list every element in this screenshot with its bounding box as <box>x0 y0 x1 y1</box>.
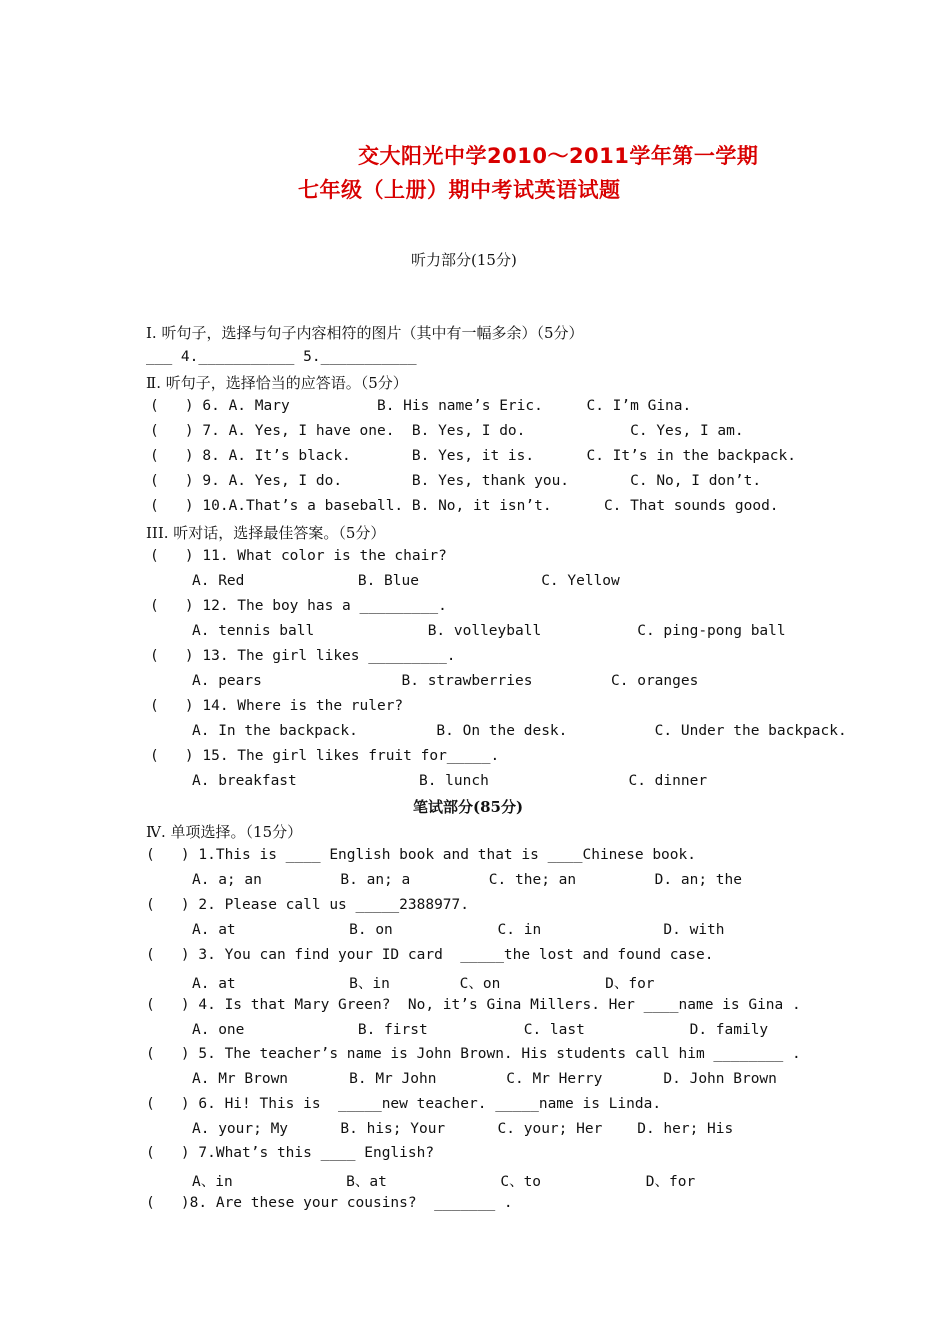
part4-options: A. Mr Brown B. Mr John C. Mr Herry D. John Brown <box>192 1071 777 1087</box>
part2-line: ( ) 8. A. It’s black. B. Yes, it is. C. It’s in the backpack. <box>150 448 797 464</box>
part4-question: ( ) 3. You can find your ID card _____the lost and found case. <box>146 947 714 963</box>
exam-title-line2: 七年级（上册）期中考试英语试题 <box>298 178 621 202</box>
part1-heading: Ⅰ. 听句子，选择与句子内容相符的图片（其中有一幅多余）（5分） <box>146 324 584 342</box>
listening-section-header: 听力部分(15分) <box>411 251 517 269</box>
part4-question: ( ) 4. Is that Mary Green? No, it’s Gina Millers. Her ____name is Gina . <box>146 997 801 1013</box>
part4-question: ( ) 1.This is ____ English book and that is ____Chinese book. <box>146 847 696 863</box>
part2-line: ( ) 10.A.That’s a baseball. B. No, it isn’t. C. That sounds good. <box>150 498 779 514</box>
exam-title-line1: 交大阳光中学2010～2011学年第一学期 <box>358 144 759 168</box>
writing-section-header: 笔试部分(85分) <box>413 798 524 816</box>
part3-options: A. pears B. strawberries C. oranges <box>192 673 699 689</box>
part3-question: ( ) 12. The boy has a _________. <box>150 598 447 614</box>
part3-options: A. breakfast B. lunch C. dinner <box>192 773 708 789</box>
part4-question: ( ) 6. Hi! This is _____new teacher. _____name is Linda. <box>146 1096 662 1112</box>
part4-options: A. at B. on C. in D. with <box>192 922 725 938</box>
part3-heading: III. 听对话，选择最佳答案。（5分） <box>146 524 386 542</box>
part3-question: ( ) 15. The girl likes fruit for_____. <box>150 748 500 764</box>
part4-options: A. a; an B. an; a C. the; an D. an; the <box>192 872 742 888</box>
part4-options: A. one B. first C. last D. family <box>192 1022 769 1038</box>
part4-question: ( )8. Are these your cousins? _______ . <box>146 1195 513 1211</box>
part1-blanks: ___ 4.___________ 5.___________ <box>146 349 417 365</box>
part4-options: A. at B、in C、on D、for <box>192 976 655 992</box>
part2-line: ( ) 6. A. Mary B. His name’s Eric. C. I’m Gina. <box>150 398 692 414</box>
part3-options: A. Red B. Blue C. Yellow <box>192 573 620 589</box>
part4-options: A、in B、at C、to D、for <box>192 1174 696 1190</box>
part3-question: ( ) 14. Where is the ruler? <box>150 698 404 714</box>
part2-line: ( ) 9. A. Yes, I do. B. Yes, thank you. C. No, I don’t. <box>150 473 762 489</box>
part4-options: A. your; My B. his; Your C. your; Her D. her; His <box>192 1121 734 1137</box>
part3-options: A. tennis ball B. volleyball C. ping-pong ball <box>192 623 786 639</box>
part3-question: ( ) 11. What color is the chair? <box>150 548 447 564</box>
part2-heading: Ⅱ. 听句子，选择恰当的应答语。（5分） <box>146 374 408 392</box>
part4-question: ( ) 5. The teacher’s name is John Brown. His students call him ________ . <box>146 1046 801 1062</box>
part3-question: ( ) 13. The girl likes _________. <box>150 648 456 664</box>
part2-line: ( ) 7. A. Yes, I have one. B. Yes, I do. C. Yes, I am. <box>150 423 744 439</box>
part4-question: ( ) 7.What’s this ____ English? <box>146 1145 435 1161</box>
part4-question: ( ) 2. Please call us _____2388977. <box>146 897 470 913</box>
part4-heading: Ⅳ. 单项选择。（15分） <box>146 823 303 841</box>
part3-options: A. In the backpack. B. On the desk. C. Under the backpack. <box>192 723 847 739</box>
